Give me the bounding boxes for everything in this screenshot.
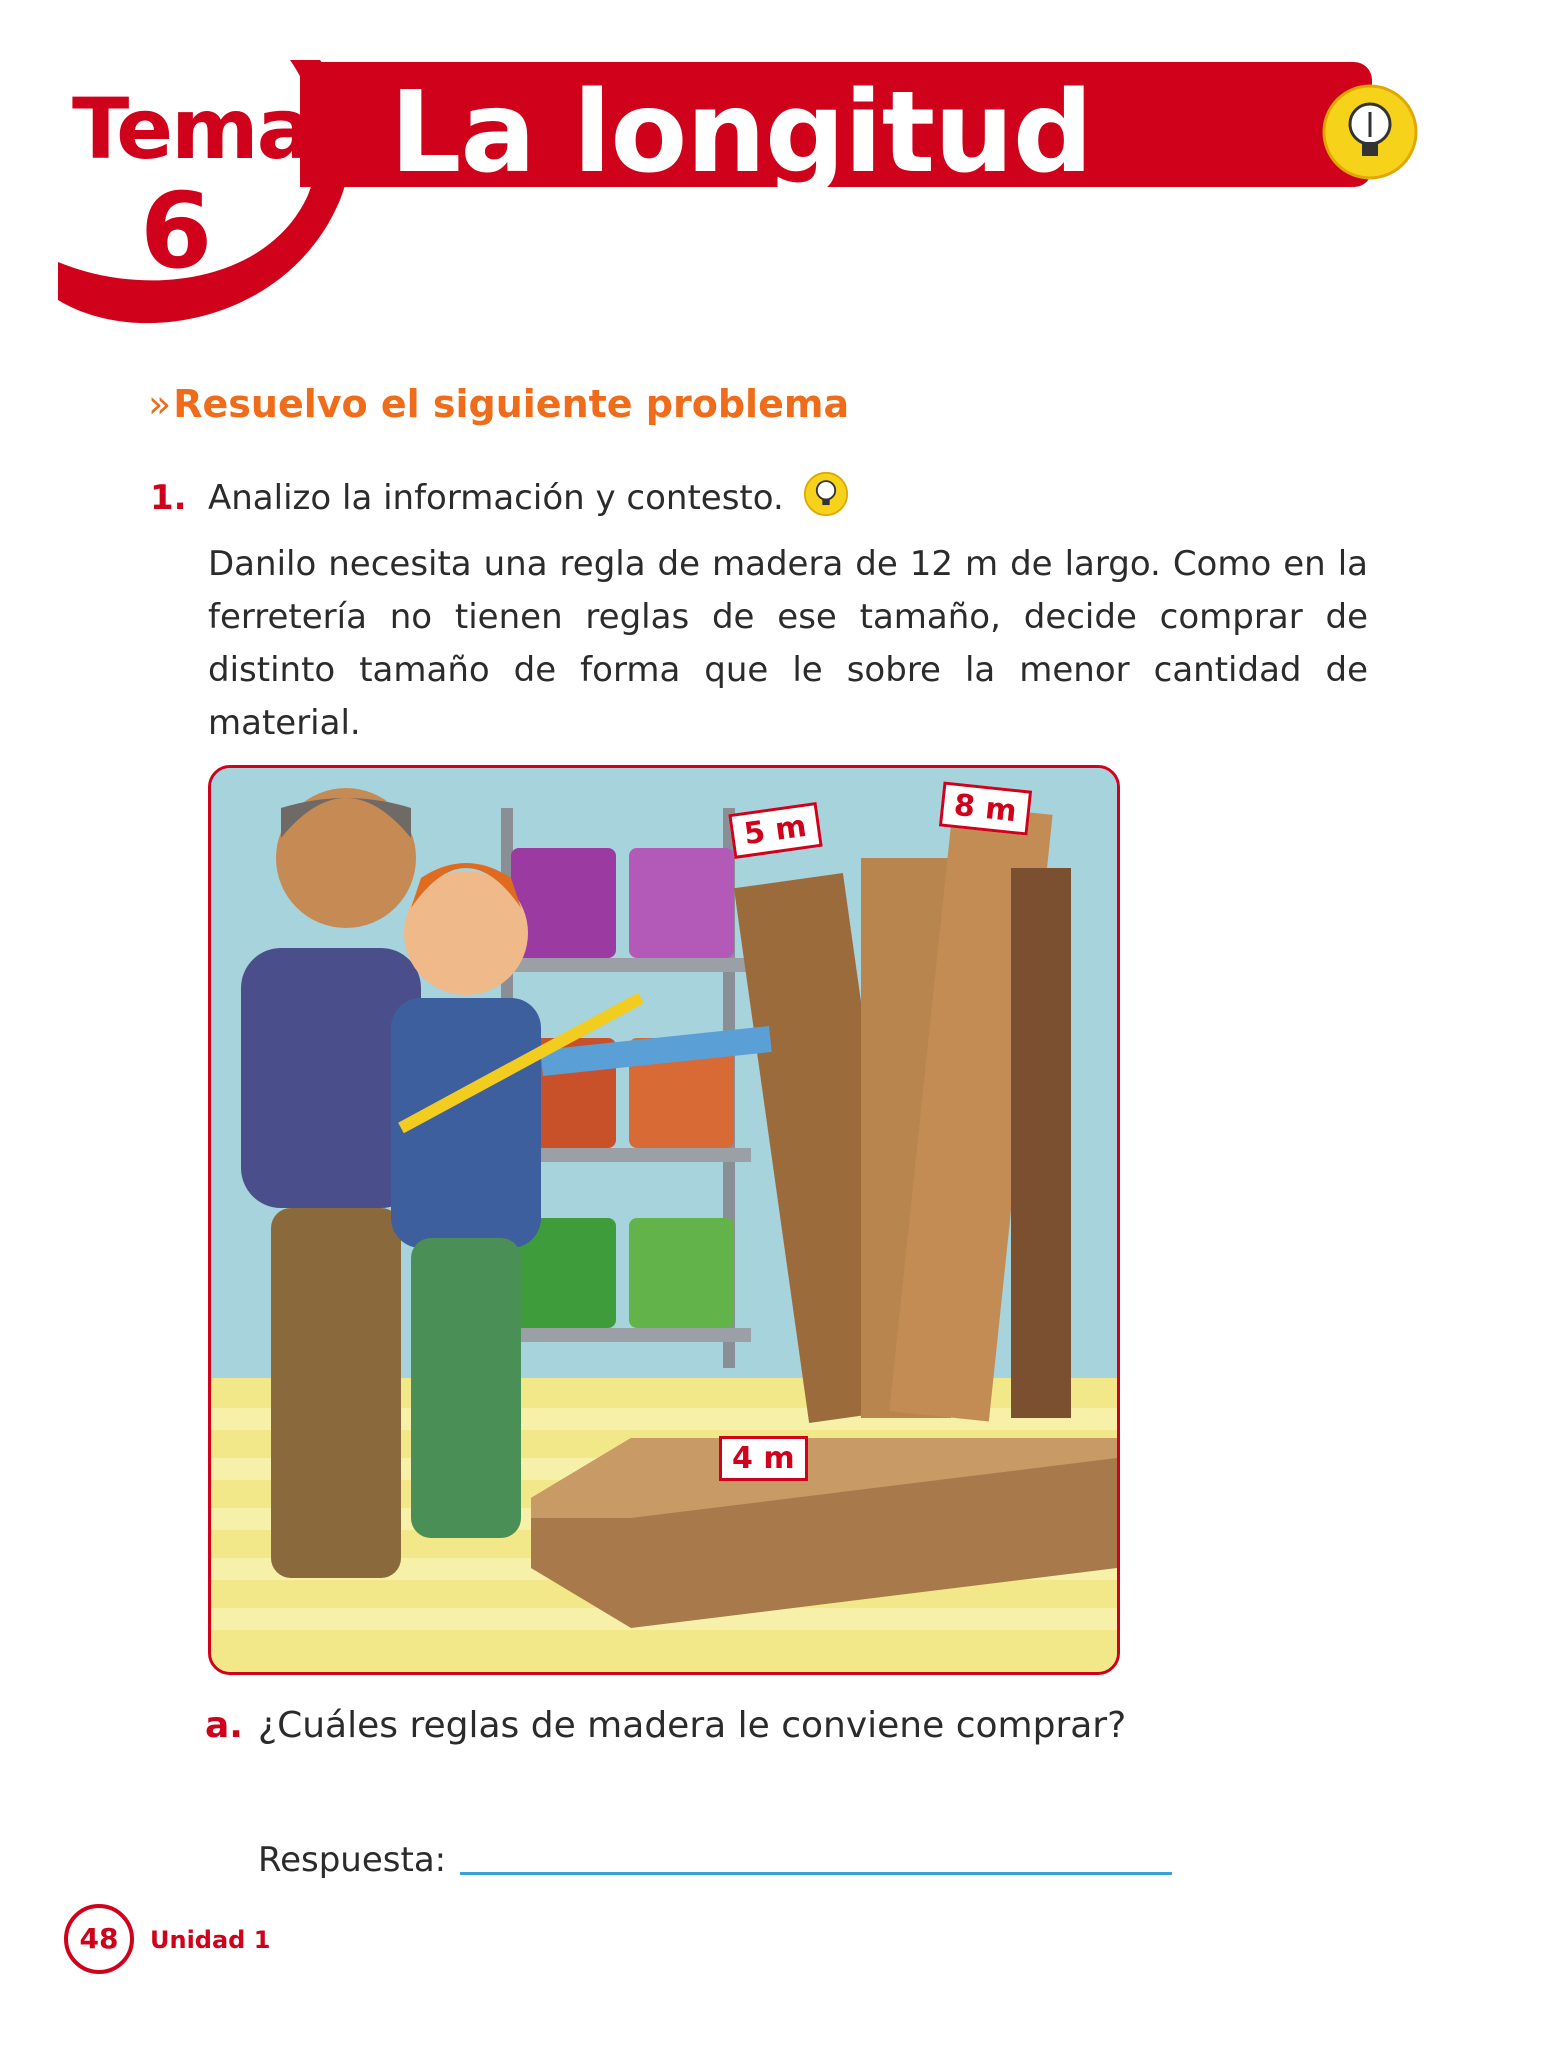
heading-chevron: » (148, 382, 172, 426)
lightbulb-icon (803, 471, 849, 517)
problem-statement: Danilo necesita una regla de madera de 12 m de largo. Como en la ferretería no tienen reglas de ese tamaño, decide comprar de distinto tamaño de forma que le sobre la menor cantidad de material. (208, 544, 1368, 743)
sub-question-letter: a. (205, 1705, 243, 1746)
tema-word: Tema (72, 80, 312, 178)
answer-label: Respuesta: (258, 1840, 447, 1880)
section-heading (148, 382, 849, 426)
plank-label-8m: 8 m (939, 781, 1032, 835)
sub-question-text: ¿Cuáles reglas de madera le conviene comprar? (258, 1705, 1127, 1746)
hardware-store-illustration (208, 765, 1120, 1675)
question-number: 1. (150, 478, 187, 518)
plank-label-4m: 4 m (719, 1436, 808, 1481)
page-number: 48 (79, 1922, 119, 1955)
page-title: La longitud (390, 68, 1093, 198)
question-instruction: Analizo la información y contesto. (208, 478, 784, 518)
tema-number: 6 (140, 170, 213, 292)
unit-label: Unidad 1 (150, 1926, 271, 1954)
section-heading-text: Resuelvo el siguiente problema (173, 382, 850, 426)
answer-line-input[interactable] (460, 1872, 1172, 1875)
plank-label-5m: 5 m (728, 802, 822, 859)
lightbulb-icon (1320, 82, 1420, 182)
